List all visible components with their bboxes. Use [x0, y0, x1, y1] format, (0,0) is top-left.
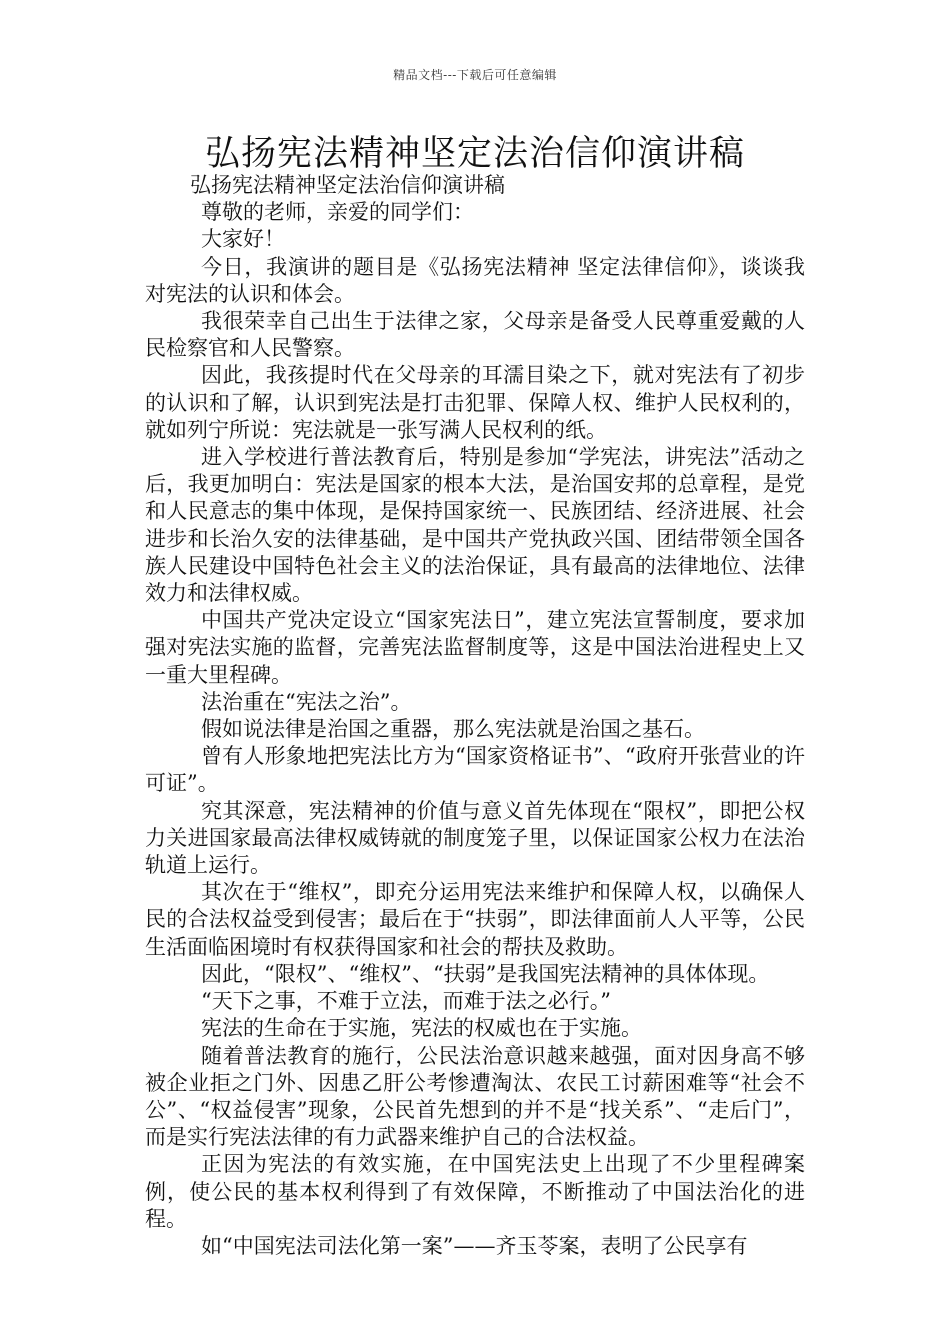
paragraph: 如“中国宪法司法化第一案”——齐玉苓案，表明了公民享有 — [201, 1233, 748, 1258]
document-body — [145, 172, 805, 1260]
paragraph: 正因为宪法的有效实施，在中国宪法史上出现了不少里程碑案例，使公民的基本权利得到了有效保障，不断推动了中国法治化的进程。 — [145, 1152, 805, 1231]
paragraph: 随着普法教育的施行，公民法治意识越来越强，面对因身高不够被企业拒之门外、因患乙肝公考惨遭淘汰、农民工讨薪困难等“社会不公”、“权益侵害”现象，公民首先想到的并不是“找关系”、“走后门”，而是实行宪法法律的有力武器来维护自己的合法权益。 — [145, 1043, 805, 1150]
paragraph: 因此，我孩提时代在父母亲的耳濡目染之下，就对宪法有了初步的认识和了解，认识到宪法是打击犯罪、保障人权、维护人民权利的，就如列宁所说：宪法就是一张写满人民权利的纸。 — [145, 363, 805, 442]
paragraph-hello: 大家好！ — [201, 227, 285, 252]
paragraph: 宪法的生命在于实施，宪法的权威也在于实施。 — [201, 1016, 642, 1041]
header-note: 精品文档---下载后可任意编辑 — [393, 68, 557, 82]
paragraph-greeting: 尊敬的老师，亲爱的同学们： — [201, 200, 474, 225]
paragraph: 今日，我演讲的题目是《弘扬宪法精神 坚定法律信仰》，谈谈我对宪法的认识和体会。 — [145, 254, 805, 306]
paragraph: 法治重在“宪法之治”。 — [201, 689, 412, 714]
paragraph: 假如说法律是治国之重器，那么宪法就是治国之基石。 — [201, 717, 705, 742]
paragraph: 曾有人形象地把宪法比方为“国家资格证书”、“政府开张营业的许可证”。 — [145, 744, 805, 796]
document-title: 弘扬宪法精神坚定法治信仰演讲稿 — [204, 134, 745, 174]
paragraph: 中国共产党决定设立“国家宪法日”，建立宪法宣誓制度，要求加强对宪法实施的监督，完善宪法监督制度等，这是中国法治进程史上又一重大里程碑。 — [145, 608, 805, 687]
paragraph-quote: “天下之事，不难于立法，而难于法之必行。” — [201, 989, 611, 1014]
paragraph: 究其深意，宪法精神的价值与意义首先体现在“限权”，即把公权力关进国家最高法律权威铸就的制度笼子里，以保证国家公权力在法治轨道上运行。 — [145, 798, 805, 878]
paragraph: 我很荣幸自己出生于法律之家，父母亲是备受人民尊重爱戴的人民检察官和人民警察。 — [145, 309, 805, 361]
paragraph: 其次在于“维权”，即充分运用宪法来维护和保障人权，以确保人民的合法权益受到侵害；最后在于“扶弱”，即法律面前人人平等，公民生活面临困境时有权获得国家和社会的帮扶及救助。 — [145, 880, 805, 959]
document-subtitle: 弘扬宪法精神坚定法治信仰演讲稿 — [190, 173, 505, 197]
paragraph: 进入学校进行普法教育后，特别是参加“学宪法，讲宪法”活动之后，我更加明白：宪法是国家的根本大法，是治国安邦的总章程，是党和人民意志的集中体现，是保持国家统一、民族团结、经济进展、社会进步和长治久安的法律基础，是中国共产党执政兴国、团结带领全国各族人民建设中国特色社会主义的法治保证，具有最高的法律地位、法律效力和法律权威。 — [145, 445, 805, 606]
paragraph: 因此，“限权”、“维权”、“扶弱”是我国宪法精神的具体体现。 — [201, 961, 770, 986]
